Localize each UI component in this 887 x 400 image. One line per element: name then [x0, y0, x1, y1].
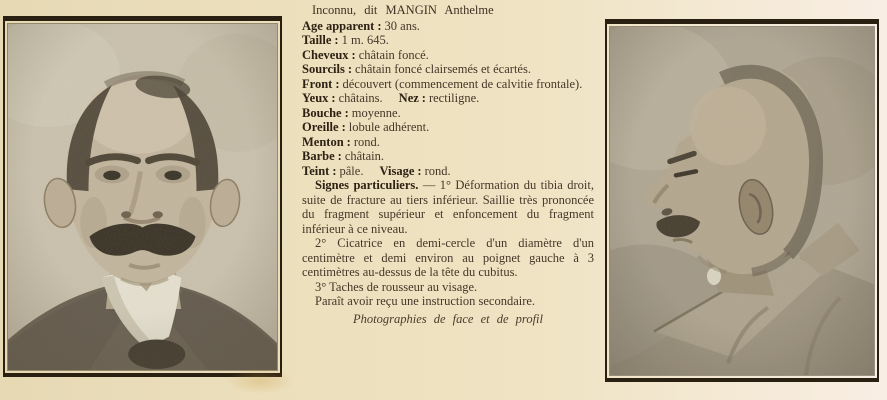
attribute-line-sourcils — [302, 62, 594, 77]
attribute-label: Yeux — [302, 91, 329, 105]
signes-text: 3° Taches de rousseur au visage. — [315, 279, 478, 294]
signes-paragraph-3 — [302, 280, 594, 295]
profile-photo-frame — [605, 19, 879, 382]
attribute-value: rond. — [353, 134, 380, 149]
attribute-line-cheveux — [302, 48, 594, 63]
attribute-value: moyenne. — [351, 105, 401, 120]
separator: : — [337, 149, 342, 163]
attribute-value: découvert (commencement de calvitie frontale). — [342, 76, 583, 91]
attribute-label: Oreille — [302, 120, 339, 134]
profile-portrait-photo — [610, 27, 874, 375]
attribute-line-bouche — [302, 106, 594, 121]
separator: : — [334, 33, 339, 47]
attribute-label: Front — [302, 76, 333, 91]
attribute-value: châtains. — [338, 91, 383, 105]
separator: : — [377, 18, 382, 33]
attribute-label: Visage — [379, 163, 415, 178]
attribute-value: 30 ans. — [384, 18, 420, 33]
attribute-label: Teint — [302, 163, 330, 178]
separator: : — [421, 91, 426, 105]
attribute-line-taille — [302, 33, 594, 48]
attribute-line-barbe — [302, 149, 594, 164]
separator: : — [346, 134, 351, 149]
signes-paragraph-1 — [302, 178, 594, 236]
signes-label: Signes particuliers. — [315, 178, 419, 192]
attribute-line-front — [302, 77, 594, 92]
separator: : — [344, 105, 349, 120]
attribute-line-teint-visage — [302, 164, 594, 179]
attribute-value: châtain. — [344, 149, 385, 163]
attribute-line-yeux-nez — [302, 91, 594, 106]
front-photo-frame — [3, 16, 282, 377]
attribute-label: Menton — [302, 134, 344, 149]
note-paragraph: Paraît avoir reçu une instruction secondaire. — [315, 294, 536, 308]
attribute-value: pâle. — [339, 163, 364, 178]
separator: : — [341, 120, 346, 134]
description-column — [302, 3, 594, 326]
attribute-line-oreille — [302, 120, 594, 135]
attribute-label: Cheveux — [302, 47, 349, 62]
attribute-label: Nez — [398, 91, 419, 105]
signes-text: — 1° Déformation du tibia droit, suite de fracture au tiers inférieur. Saillie très prononcée du fragment supérieur et enfoncement du fragment inférieur à ce niveau. — [302, 178, 594, 236]
separator: : — [332, 163, 337, 178]
attribute-value: châtain foncé clairsemés et écartés. — [355, 62, 531, 76]
paper-stain — [225, 368, 295, 394]
attribute-value: rectiligne. — [428, 91, 480, 105]
separator: : — [417, 163, 422, 178]
separator: : — [331, 91, 336, 105]
attribute-value: lobule adhérent. — [348, 120, 430, 134]
attribute-value: rond. — [424, 163, 451, 178]
record-title: Inconnu, dit MANGIN Anthelme — [312, 3, 494, 17]
attribute-value: châtain foncé. — [358, 47, 429, 62]
attribute-value: 1 m. 645. — [341, 33, 389, 47]
signes-text: 2° Cicatrice en demi-cercle d'un diamètre d'un centimètre et demi environ au poignet gauche à 3 centimètres au-dessus de la tête du cubitus. — [302, 236, 594, 279]
attribute-label: Sourcils — [302, 62, 345, 76]
signes-paragraph-2 — [302, 236, 594, 280]
attribute-label: Barbe — [302, 149, 335, 163]
separator: : — [347, 62, 353, 76]
front-portrait-photo — [8, 24, 277, 370]
attribute-label: Bouche — [302, 105, 342, 120]
photos-caption: Photographies de face et de profil — [353, 311, 543, 326]
separator: : — [335, 76, 340, 91]
attribute-line-age — [302, 19, 594, 34]
separator: : — [351, 47, 356, 62]
attribute-label: Age apparent — [302, 18, 375, 33]
attribute-line-menton — [302, 135, 594, 150]
attribute-label: Taille — [302, 33, 332, 47]
